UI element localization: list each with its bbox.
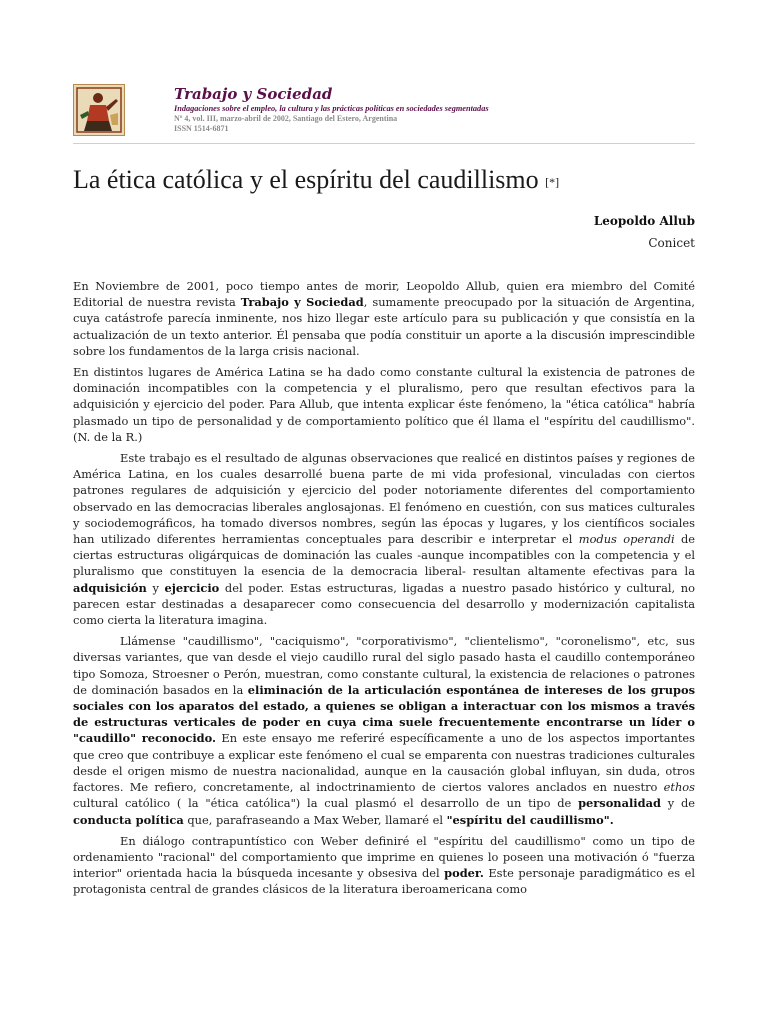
- author-institution: Conicet: [648, 236, 695, 250]
- text-run: En diálogo contrapuntístico con Weber definiré el "espíritu del caudillismo" como un tipo de ordenamiento "racional" del comportamiento que imprime en quienes lo poseen una motivación ó "fuerza interior" orientada hacia la búsqueda incesante y obsesiva del: [73, 833, 695, 881]
- text-run: que, parafraseando a Max Weber, llamaré el: [183, 812, 447, 827]
- bold-run: adquisición: [73, 580, 147, 595]
- text-run: Este personaje paradigmático es el protagonista central de grandes clásicos de la literatura iberoamericana como: [73, 866, 695, 897]
- body-paragraph-2: [73, 633, 695, 827]
- article-title: [73, 164, 695, 198]
- text-run: del poder. Estas estructuras, ligadas a nuestro pasado histórico y cultural, no parecen estar destinadas a desaparecer como consecuencia del desarrollo y modernización capitalista como cierta la literatura imagina.: [73, 580, 695, 628]
- bold-run: "espíritu del caudillismo".: [446, 812, 614, 827]
- issue-info: Nº 4, vol. III, marzo-abril de 2002, Santiago del Estero, Argentina: [174, 114, 398, 123]
- text-run: de ciertas estructuras oligárquicas de dominación las cuales -aunque incompatibles con la competencia y el pluralismo que constituyen la esencia de la democracia liberal- resultan altamente efectivas para la: [73, 532, 696, 579]
- text-run: En este ensayo me referiré específicamente a uno de los aspectos importantes que creo que contribuye a explicar este fenómeno el cual se emparenta con nuestras tradiciones culturales desde el origen mismo de nuestra nacionalidad, aunque en la causación global influyan, sin duda, otros factores. Me refiero, concretamente, al indoctrinamiento de ciertos valores anclados en nuestro: [73, 731, 695, 795]
- bold-run: eliminación de la articulación espontánea de intereses de los grupos sociales con los aparatos del estado, a quienes se obligan a interactuar con los mismos a través de estructuras verticales de poder en cuya cima suele frecuentemente encontrarse un líder o "caudillo" reconocido.: [73, 682, 695, 746]
- editor-note-paragraph-1: [73, 278, 695, 359]
- body-paragraph-1: [73, 450, 695, 628]
- editor-note-paragraph-2: [73, 364, 695, 445]
- header-divider: [73, 143, 695, 144]
- text-run: Llámense "caudillismo", "caciquismo", "corporativismo", "clientelismo", "coronelismo", etc, sus diversas variantes, que van desde el viejo caudillo rural del siglo pasado hasta el caudillo contemporáneo tipo Somoza, Stroesner o Perón, muestran, como constante cultural, la existencia de relaciones o patrones de dominación basados en la: [73, 634, 695, 697]
- article-title-text: La ética católica y el espíritu del caudillismo: [73, 165, 539, 194]
- journal-info: [174, 82, 489, 133]
- text-run: En Noviembre de 2001, poco tiempo antes de morir, Leopoldo Allub, quien era miembro del Comité Editorial de nuestra revista: [73, 279, 695, 310]
- journal-header: [73, 82, 695, 140]
- text-run: y: [146, 580, 165, 595]
- italic-run: ethos: [663, 780, 695, 795]
- body-paragraph-3: [73, 833, 695, 898]
- journal-title[interactable]: Trabajo y Sociedad: [174, 85, 333, 103]
- italic-run: modus operandi: [578, 532, 675, 547]
- text-run: y de: [660, 796, 695, 811]
- article-body: [73, 278, 695, 898]
- author-name: Leopoldo Allub: [593, 214, 695, 228]
- issn: ISSN 1514-6871: [174, 123, 229, 133]
- bold-run: poder.: [444, 866, 484, 881]
- text-run: , sumamente preocupado por la situación de Argentina, cuya catástrofe parecía inminente, nos hizo llegar este artículo para su publicación y que consistía en la actualización de un texto anterior. Él pensaba que podía constituir un aporte a la discusión imprescindible sobre los fundamentos de la larga crisis nacional.: [73, 295, 695, 358]
- bold-run: conducta política: [73, 812, 184, 827]
- bold-run: ejercicio: [164, 580, 220, 595]
- text-run: Este trabajo es el resultado de algunas observaciones que realicé en distintos países y regiones de América Latina, en los cuales desarrollé buena parte de mi vida profesional, vinculadas con ciertos patrones regulares de adquisición y ejercicio del poder notoriamente diferentes del comportamiento observado en las democracias liberales anglosajonas. El fenómeno en cuestión, con sus matices culturales y sociodemográficos, ha tomado diversos nombres, según las épocas y lugares, y los científicos sociales han utilizado diferentes herramientas conceptuales para describir e interpretar el: [73, 451, 695, 547]
- bold-run: Trabajo y Sociedad: [240, 295, 364, 310]
- article-page: [73, 82, 695, 903]
- journal-subtitle: Indagaciones sobre el empleo, la cultura y las prácticas políticas en sociedades segmentadas: [174, 104, 489, 113]
- footnote-link[interactable]: [*]: [545, 175, 560, 189]
- woodcut-illustration-icon: [73, 84, 125, 136]
- text-run: En distintos lugares de América Latina se ha dado como constante cultural la existencia de patrones de dominación incompatibles con la competencia y el pluralismo, pero que resultan efectivos para la adquisición y ejercicio del poder. Para Allub, que intenta explicar éste fenómeno, la "ética católica" habría plasmado un tipo de personalidad y de comportamiento político que él llama el "espíritu del caudillismo". (N. de la R.): [73, 365, 695, 444]
- text-run: cultural católico ( la "ética católica") la cual plasmó el desarrollo de un tipo de: [73, 796, 579, 811]
- bold-run: personalidad: [578, 796, 661, 811]
